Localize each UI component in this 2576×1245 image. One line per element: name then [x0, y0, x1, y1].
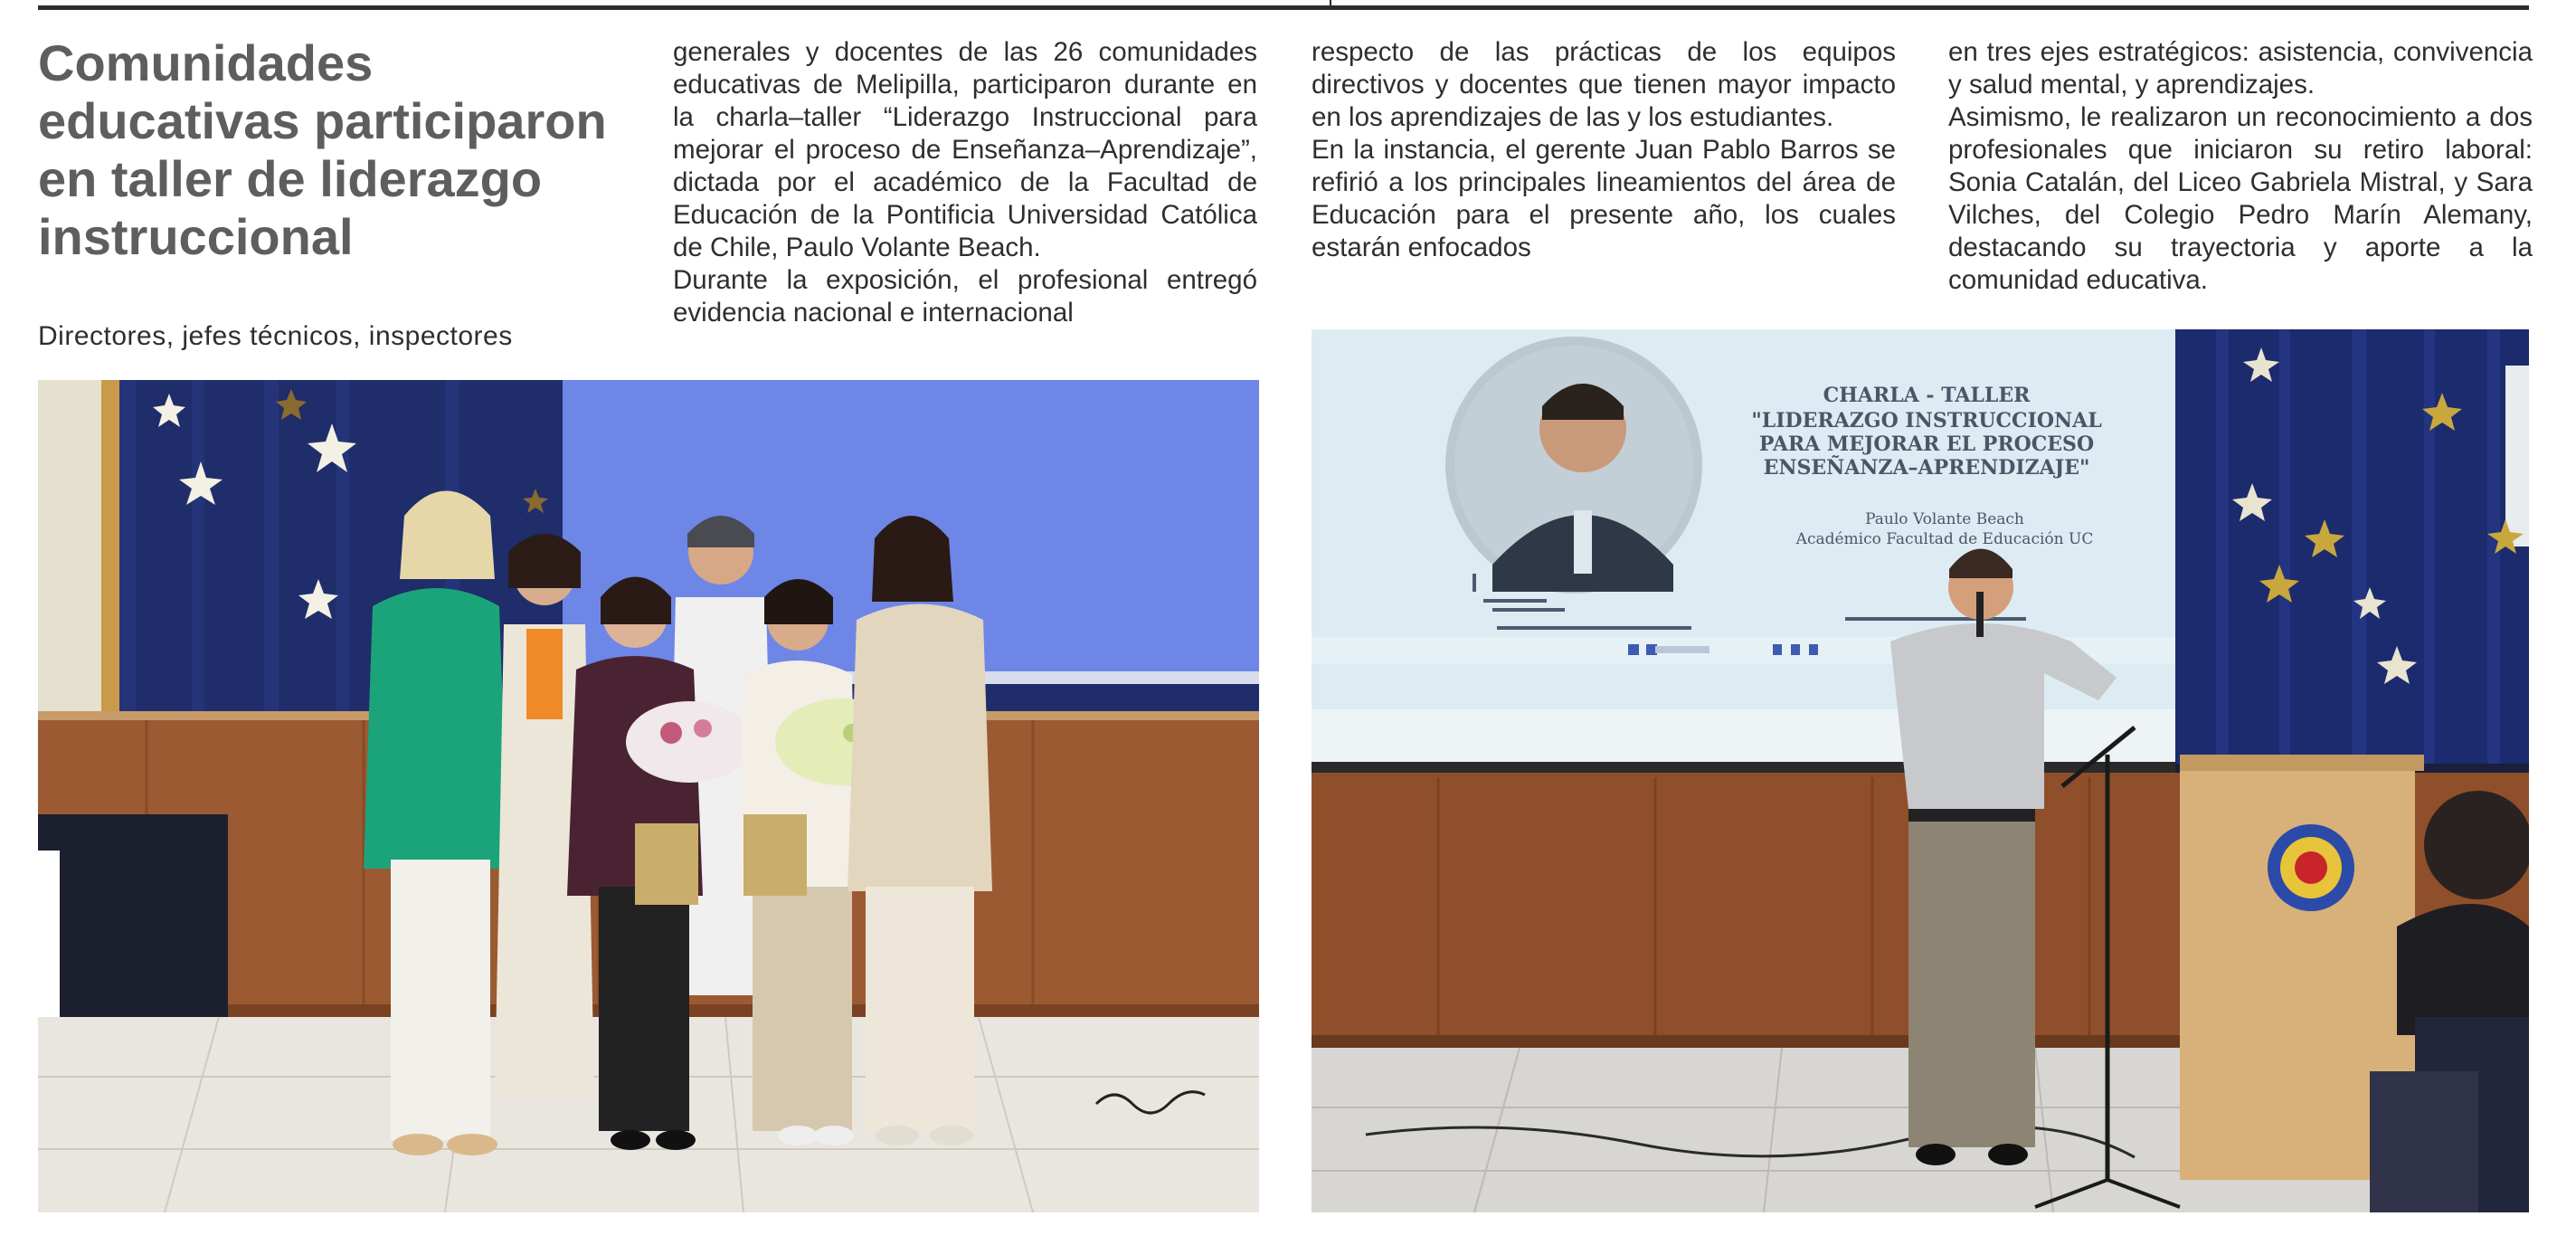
projection-screen	[1312, 329, 2175, 768]
article-paragraph: respecto de las prácticas de los equipos directivos y docentes que tienen mayor impacto en los aprendizajes de las y los estudiantes.	[1312, 37, 1896, 132]
column-divider-tick	[1330, 0, 1331, 9]
article-paragraph: Durante la exposición, el profesional entregó evidencia nacional e internacional	[673, 265, 1257, 328]
slide-affiliation: Académico Facultad de Educación UC	[1795, 530, 2094, 548]
article-column-1	[38, 320, 626, 353]
article-paragraph: en tres ejes estratégicos: asistencia, convivencia y salud mental, y aprendizajes.	[1948, 37, 2533, 100]
article-paragraph: generales y docentes de las 26 comunidades educativas de Melipilla, participaron durante en la charla–taller “Liderazgo Instruccional para mejorar el proceso de Enseñanza–Aprendizaje”, dictada por el académico de la Facultad de Educación de la Pontificia Universidad Católica de Chile, Paulo Volante Beach.	[673, 37, 1257, 262]
article-column-2	[673, 36, 1257, 329]
top-rule	[38, 5, 2529, 10]
slide-speaker: Paulo Volante Beach	[1865, 510, 2024, 528]
recognition-photo	[38, 380, 1259, 1212]
slide-title: CHARLA - TALLER	[1823, 384, 2031, 407]
slide-subtitle-line: "LIDERAZGO INSTRUCCIONAL	[1751, 409, 2102, 432]
article-paragraph: Directores, jefes técnicos, inspectores	[38, 321, 513, 351]
article-paragraph: Asimismo, le realizaron un reconocimiento a dos profesionales que iniciaron su retiro laboral: Sonia Catalán, del Liceo Gabriela Mistral, y Sara Vilches, del Colegio Pedro Marín Alemany, destacando su trayectoria y aporte a la comunidad educativa.	[1948, 102, 2533, 295]
slide-subtitle-line: ENSEÑANZA–APRENDIZAJE"	[1763, 456, 2090, 480]
article-paragraph: En la instancia, el gerente Juan Pablo Barros se refirió a los principales lineamientos del área de Educación para el presente año, los cuales estarán enfocados	[1312, 135, 1896, 262]
article-column-4	[1948, 36, 2533, 297]
slide-subtitle-line: PARA MEJORAR EL PROCESO	[1758, 432, 2095, 456]
lecture-photo	[1312, 329, 2529, 1212]
article-headline: Comunidades educativas participaron en taller de liderazgo instruccional	[38, 34, 607, 265]
article-column-3	[1312, 36, 1896, 264]
